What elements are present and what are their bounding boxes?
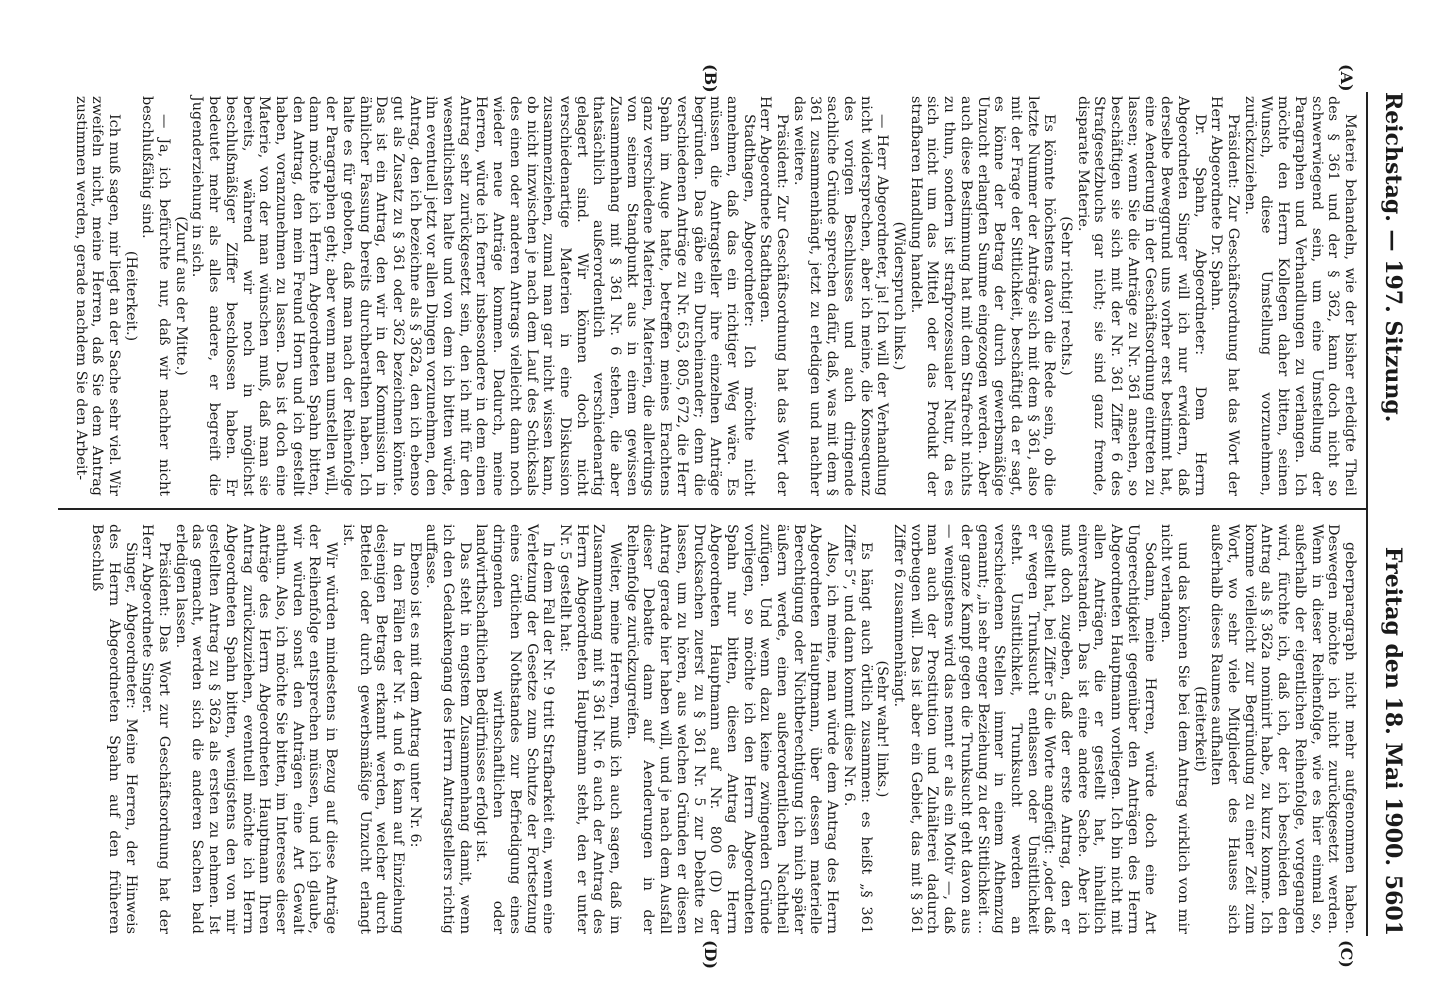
margin-mark-a: (A) [1337,64,1356,92]
paragraph: In dem Fall der Nr. 9 tritt Strafbarkeit ein, wenn eine Verletzung der Gesetze zum Schutze der Fortsetzung eines örtlichen Nothstandes zur Befriedigung eines dringenden wirthschaftlichen oder landwirthschaftlichen Bedürfnisses erfolgt ist. [473,524,557,934]
paragraph: Weiter, meine Herren, muß ich auch sagen, daß im Zusammenhang mit § 361 Nr. 6 auch der Antrag des Herrn Abgeordneten Hauptmann steht, den er unter Nr. 5 gestellt hat: [556,524,624,934]
header-rule [1366,92,1368,936]
paragraph: Es hängt auch örtlich zusammen: es heißt „§ 361 Ziffer 5“, und dann kommt diese Nr. 6. [840,524,874,934]
right-column [89,524,1358,934]
paragraph: Präsident: Zur Geschäftsordnung hat das Wort der Herr Abgeordnete Dr. Spahn. [1208,96,1242,496]
paragraph: In den Fällen der Nr. 4 und 6 kann auf Einziehung desjenigen Betrags erkannt werden, welcher durch Bettelei oder durch gewerbsmäßige Unzucht erlangt ist. [339,524,406,934]
paragraph: Ich muß sagen, mir liegt an der Sache sehr viel. Wir zweifeln nicht, meine Herren, daß Sie dem Antrag zustimmen werden, gerade nachdem Sie den Arbeit- [72,96,122,496]
paragraph: Dr. Spahn, Abgeordneter: Dem Herrn Abgeordneten Singer will ich nur erwidern, daß derselbe Beweggrund uns vorher erst bestimmt hat, eine Aenderung in der Geschäftsordnung eintreten zu lassen; wenn Sie die Anträge zu Nr. 361 ansehen, so beschäftigen sie sich mit der Nr. 361 Ziffer 6 des Strafgesetzbuchs gar nicht; sie sind ganz fremde, disparate Materie. [1074,96,1208,496]
paragraph: — Herr Abgeordneter, ja! Ich will der Verhandlung nicht widersprechen, aber ich meine, die Konsequenz des vorigen Beschlusses und auch dringende sachliche Gründe sprechen dafür, daß, was mit dem § 361 zusammenhängt, jetzt zu erledigen und nachher das weitere. [790,96,891,496]
header-session: Reichstag. — 197. Sitzung. [1380,92,1406,423]
paragraph: (Heiterkeit.) [122,250,139,342]
paragraph: Ebenso ist es mit dem Antrag unter Nr. 6: [406,542,423,848]
page-header [1372,92,1406,936]
paragraph: — Ja, ich befürchte nur, daß wir nachher nicht beschlußfähig sind. [139,96,173,496]
paragraph: Stadthagen, Abgeordneter: Ich möchte nicht annehmen, daß das ein richtiger Weg wäre. Es müssen die Antragsteller ihre einzelnen Anträge begründen. Das gäbe ein Durcheinander; denn die verschiedenen Anträge zu Nr. 653, 805, 672, die Herr Spahn im Auge hatte, betreffen meines Erachtens ganz verschiedene Materien, Materien, die allerdings von seinem Standpunkt aus in einem gewissen Zusammenhang mit § 361 Nr. 6 stehen, die aber thatsächlich außerordentlich verschiedenartig gelagert sind. Wir können doch nicht verschiedenartige Materien in eine Diskussion zusammenziehen, zumal man gar nicht wissen kann, ob nicht inzwischen je nach dem Lauf des Schicksals des einen oder anderen Antrags vielleicht dann noch wieder neue Anträge kommen. Dadurch, meine Herren, würde ich ferner insbesondere in dem einen Antrag sehr zurückgesetzt sein, den ich mit für den wesentlichsten halte und von dem ich bitten würde, ihn eventuell jetzt vor allen Dingen vorzunehmen, den Antrag, den ich bezeichne als § 362a, den ich ebenso gut als Zusatz zu § 361 oder 362 bezeichnen könnte. Das ist ein Antrag, den wir in der Kommission in ähnlicher Fassung bereits durchberathen haben. Ich halte es für geboten, daß man nach der Reihenfolge der Paragraphen geht; aber wenn man umstellen will, dann möchte ich Herrn Abgeordneten Spahn bitten, den Antrag, den mein Freund Horn und ich gestellt haben, voranzunehmen zu lassen. Das ist doch eine Materie, von der man wünschen muß, daß man sie bereits, während wir noch in möglichst beschlußmäßiger Ziffer beschlossen haben. Er bedeutet mehr als alles andere, er begreift die Jugenderziehung in sich. [189,96,757,496]
paragraph: und das können Sie bei dem Antrag wirklich von mir nicht verlangen. [1158,524,1191,934]
margin-mark-d: (D) [701,940,720,970]
paragraph: Sodann, meine Herren, würde doch eine Art Ungerechtigkeit gegenüber den Anträgen des Herrn Abgeordneten Hauptmann vorliegen. Ich bin nicht mit allen Anträgen, die er gestellt hat, inhaltlich einverstanden. Das ist eine andere Sache. Aber ich muß doch zugeben, daß der erste Antrag, den er gestellt hat, bei Ziffer 5 die Worte angefügt: „oder daß er wegen Trunksucht entlassen oder Unsittlichkeit steht. Unsittlichkeit, Trunksucht werden an verschiedenen Stellen immer in einem Athemzug genannt; „in sehr enger Beziehung zu der Sittlichkeit ... der ganze Kampf gegen die Trunksucht geht davon aus — wenigstens wird das nennt er als ein Motiv —, daß man auch der Prostitution und Zuhälterei dadurch vorbeugen will. Das ist aber ein Gebiet, das mit § 361 Ziffer 6 zusammenhängt. [891,524,1158,934]
paragraph: (Heiterkeit) [1191,686,1208,772]
paragraph: Also, ich meine, man würde dem Antrag des Herrn Abgeordneten Hauptmann, über dessen materielle Berechtigung oder Nichtberechtigung ich mich später äußern werde, einen außerordentlichen Nachtheil zufügen. Und wenn dazu keine zwingenden Gründe vorliegen, so möchte ich den Herrn Abgeordneten Spahn nur bitten, diesen Antrag des Herrn Abgeordneten Hauptmann auf Nr. 800 (D) der Drucksachen zuerst zu § 361 Nr. 5 zur Debatte zu lassen, um zu hören, aus welchen Gründen er diesen Antrag gerade hier haben will, und je nach dem Ausfall dieser Debatte dann auf Aenderungen in der Reihenfolge zurückzugreifen. [623,524,841,934]
paragraph: (Zuruf aus der Mitte.) [172,216,189,376]
paragraph: geberparagraph nicht mehr aufgenommen haben. Deswegen möchte ich nicht zurückgesetzt werden. Wenn in dieser Reihenfolge, wie es hier einmal so, außerhalb der eigentlichen Reihenfolge, vorgegangen wird, fürchte ich, daß ich, der ich beschieden den Antrag als § 362a nominirt habe, zu kurz komme. Ich komme vielleicht zur Begründung zu einer Zeit zum Wort, wo sehr viele Mitglieder des Hauses sich außerhalb dieses Raumes aufhalten [1208,524,1358,934]
paragraph: Präsident: Das Wort zur Geschäftsordnung hat der Herr Abgeordnete Singer. [139,524,173,934]
paragraph: (Sehr wahr! links.) [874,660,891,798]
paragraph: Das steht in engstem Zusammenhang damit, wenn ich den Gedankengang des Herrn Antragstellers richtig auffasse. [423,524,473,934]
margin-mark-c: (C) [1337,940,1356,968]
paragraph: Singer, Abgeordneter: Meine Herren, der Hinweis des Herrn Abgeordneten Spahn auf den früheren Beschluß [89,524,139,934]
paragraph: Präsident: Zur Geschäftsordnung hat das Wort der Herr Abgeordnete Stadthagen. [757,96,791,496]
paragraph: Wir würden mindestens in Bezug auf diese Anträge der Reihenfolge entsprechen müssen, und ich glaube, wir würden sonst den Anträgen eine Art Gewalt anthun. Also, ich möchte Sie bitten, im Interesse dieser Anträge des Herrn Abgeordneten Hauptmann Ihren Antrag zurückzuziehen, eventuell möchte ich Herrn Abgeordneten Spahn bitten, wenigstens den von mir gestellten Antrag zu § 362a als ersten zu nehmen. Ist das gemacht, werden sich die anderen Sachen bald erledigen lassen. [172,524,340,934]
paragraph: Es könnte höchstens davon die Rede sein, ob die letzte Nummer der Anträge sich mit dem § 361, also mit der Frage der Sittlichkeit, beschäftigt da er sagt, es könne der Betrag der durch gewerbsmäßige Unzucht erlangten Summe eingezogen werden. Aber auch diese Bestimmung hat mit dem Strafrecht nichts zu thun, sondern ist strafprozessualer Natur, da es sich nicht um das Mittel oder das Produkt der strafbaren Handlung handelt. [907,96,1058,496]
margin-mark-b: (B) [701,64,720,93]
paragraph: (Widerspruch links.) [891,221,908,371]
paragraph: Materie behandeln, wie der bisher erledigte Theil des § 361 und der § 362, kann doch nicht so schwerwiegend sein, um eine Umstellung der Paragraphen und Verhandlungen zu verlangen. Ich möchte den Herrn Kollegen daher bitten, seinen Wunsch, diese Umstellung vorzunehmen, zurückzuziehen. [1241,96,1358,496]
column-divider [58,508,1368,510]
page-number: 5601 [1380,874,1406,936]
paragraph: (Sehr richtig! rechts.) [1058,216,1075,376]
left-column [72,96,1358,496]
header-date: Freitag den 18. Mai 1900. [1380,546,1406,866]
